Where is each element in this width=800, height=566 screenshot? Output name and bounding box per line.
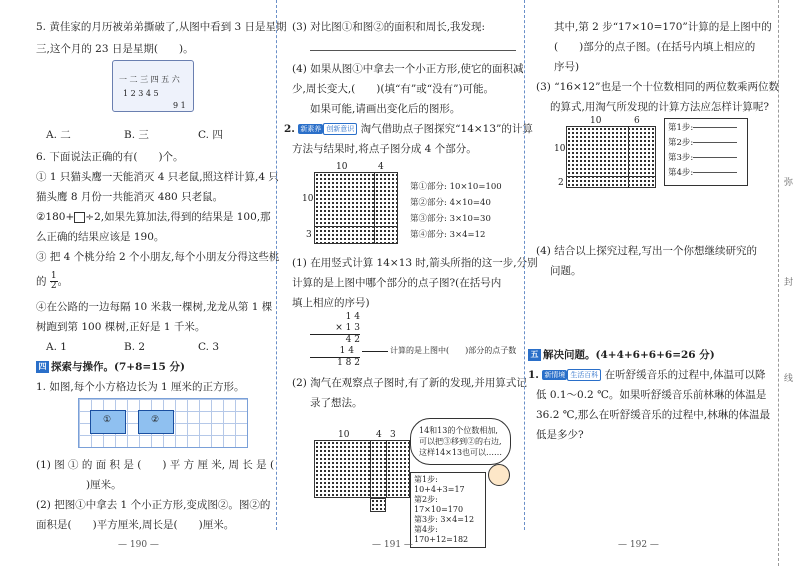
p1-number: 1. [528, 369, 539, 381]
vm-note: 计算的是上图中( )部分的点子数 [390, 346, 517, 355]
section-4-header [36, 360, 185, 374]
q4a: (4) 如果从图①中拿去一个小正方形,使它的面积减 [292, 63, 524, 75]
q3a: (3) “16×12”也是一个十位数相同的两位数乘两位数 [536, 81, 779, 93]
q6-s3a: ③ 把 4 个桃分给 2 个小朋友,每个小朋友分得这些桃 [36, 251, 280, 263]
page-191 [282, 0, 538, 566]
dot-grid-16x12 [566, 126, 656, 188]
grid1-vertical-split [374, 172, 375, 244]
section-4-title: 探索与操作。(7+8=15 分) [51, 361, 185, 373]
q3b: 的算式,用淘气所发现的计算方法应怎样计算呢? [550, 101, 769, 113]
vertical-multiplication [310, 312, 360, 369]
grid3-top-label-10: 10 [590, 116, 602, 126]
tag-new-context: 新情境 [544, 371, 566, 379]
q4b: 少,周长变大,( )(填“有”或“没有”)可能。 [292, 83, 495, 95]
q6-s1b: 猫头鹰 8 月份一共能消灭 480 只老鼠。 [36, 191, 224, 203]
q6-s1a: ① 1 只猫头鹰一天能消灭 4 只老鼠,照这样计算,4 只 [36, 171, 279, 183]
page-192 [528, 0, 779, 566]
q5-option-c: C. 四 [198, 129, 223, 141]
side-mark-3: 线 [784, 374, 794, 384]
vm-line-1: 1 4 [345, 312, 360, 322]
grid3-top-label-6: 6 [634, 116, 640, 126]
q4a: (4) 结合以上探究过程,写出一个你想继续研究的 [536, 245, 758, 257]
grid2-top-label-4: 4 [376, 430, 382, 440]
section-5-title: 解决问题。(4+4+6+6+6=26 分) [543, 349, 715, 361]
grid1-top-label-10: 10 [336, 162, 348, 172]
fraction [50, 272, 58, 291]
vm-line-4: 1 4 [310, 346, 360, 358]
page-number-192: — 192 — [618, 540, 659, 550]
dot-grid-14x13 [314, 172, 398, 244]
steps-fill-box [664, 118, 748, 186]
fill-step-3: 第3步: [668, 151, 744, 166]
s2b: 录了想法。 [310, 397, 363, 409]
shape-2-label: ② [151, 415, 160, 425]
q4b: 问题。 [550, 265, 582, 277]
p1-sub1a: (1) 图 ① 的 面 积 是 ( ) 平 方 厘 米, 周 长 是 ( [36, 459, 275, 471]
section-5-header [528, 348, 715, 362]
q6-s4a: ④在公路的一边每隔 10 米栽一棵树,龙龙从第 1 棵 [36, 301, 273, 313]
vm-line-2: × 1 3 [310, 323, 360, 335]
p1-sub1b: )厘米。 [86, 479, 122, 491]
q6-s2a [36, 210, 271, 224]
q4c: 如果可能,请画出变化后的图形。 [310, 103, 461, 115]
p2-header [284, 122, 533, 136]
calendar-row-dates: 1 2 3 4 5 [123, 89, 159, 98]
p2-line2: 方法与结果时,将点子图分成 4 个部分。 [292, 143, 477, 155]
side-mark-1: 弥 [784, 178, 794, 188]
grid2-split-2 [386, 440, 387, 498]
part-1: 第①部分: 10×10=100 [410, 182, 502, 192]
s2a: (2) 淘气在观察点子图时,有了新的发现,并用算式记 [292, 377, 527, 389]
grid3-left-label-2: 2 [558, 178, 564, 188]
dot-grid-rearranged [314, 440, 410, 498]
grid2-top-label-3: 3 [390, 430, 396, 440]
vm-line-3: 4 2 [345, 335, 360, 345]
q6-option-a: A. 1 [46, 341, 67, 353]
q6-s2a-pre: ②180+ [36, 211, 75, 223]
vm-line-5: 1 8 2 [337, 358, 360, 368]
step-3: 第3步: 3×4=12 [414, 515, 475, 524]
p1-l4: 低是多少? [536, 429, 584, 441]
q6-s2b: 么正确的结果应该是 190。 [36, 231, 165, 243]
q6-line1: 6. 下面说法正确的有( )个。 [36, 151, 184, 163]
p1-sub2a: (2) 把图①中拿去 1 个小正方形,变成图②。图②的 [36, 499, 271, 511]
q6-s4b: 树跑到第 100 棵树,正好是 1 千米。 [36, 321, 206, 333]
grid1-left-label-3: 3 [306, 230, 312, 240]
q5-line1: 5. 黄佳家的月历被弟弟撕破了,从图中看到 3 日是星期 [36, 21, 287, 33]
q6-s3b [36, 272, 68, 291]
page-divider-1 [276, 0, 277, 530]
t2: ( )部分的点子图。(在括号内填上相应的 [554, 41, 756, 53]
s1a: (1) 在用竖式计算 14×13 时,箭头所指的这一步,分别 [292, 257, 538, 269]
t1: 其中,第 2 步“17×10=170”计算的是上图中的 [554, 21, 772, 33]
shape-1 [90, 410, 126, 434]
q5-option-a: A. 二 [46, 129, 71, 141]
fill-step-4-blank[interactable] [693, 172, 737, 173]
thought-bubble [410, 418, 511, 465]
grid3-horizontal-split [566, 176, 656, 177]
q6-s3b-pre: 的 [36, 275, 47, 288]
page-number-191: — 191 — [372, 540, 413, 550]
q3-line: (3) 对比图①和图②的面积和周长,我发现: [292, 21, 486, 33]
tag-innovation: 创新意识 [323, 123, 357, 135]
grid3-left-label-10: 10 [554, 144, 566, 154]
q6-s2a-post: ÷2,如果先算加法,得到的结果是 100,那 [85, 211, 271, 223]
grid1-horizontal-split [314, 226, 398, 227]
q6-s3b-post: 。 [57, 275, 69, 288]
part-2: 第②部分: 4×10=40 [410, 198, 491, 208]
p1-l2: 低 0.1～0.2 ℃。如果听舒缓音乐前林琳的体温是 [536, 389, 767, 401]
q5-option-b: B. 三 [124, 129, 149, 141]
p1-line1: 1. 如图,每个小方格边长为 1 厘米的正方形。 [36, 381, 245, 393]
arrow [362, 351, 388, 352]
fraction-denominator: 2 [50, 281, 57, 291]
tag-life-encyclopedia: 生活百科 [567, 369, 601, 381]
grid3-vertical-split [628, 126, 629, 188]
page-190 [0, 0, 287, 566]
fill-step-4: 第4步: [668, 166, 744, 181]
shape-1-label: ① [103, 415, 112, 425]
tag-new-literacy: 新素养 [300, 125, 322, 133]
fill-step-2-blank[interactable] [693, 142, 737, 143]
step-1: 第1步: 10+4+3=17 [414, 475, 465, 494]
part-4: 第④部分: 3×4=12 [410, 230, 486, 240]
torn-calendar [112, 60, 194, 112]
side-mark-2: 封 [784, 278, 794, 288]
s1b: 计算的是上图中哪个部分的点子图?(在括号内 [292, 277, 502, 289]
grid1-left-label-10: 10 [302, 194, 314, 204]
page-divider-2 [524, 0, 525, 530]
p1-l1: 在听舒缓音乐的过程中,体温可以降 [604, 369, 766, 381]
blank-box [74, 212, 85, 223]
page-number-190: — 190 — [118, 540, 159, 550]
calendar-row-dates-2: 9 1 [173, 101, 186, 110]
p1-l3: 36.2 ℃,那么在听舒缓音乐的过程中,林琳的体温最 [536, 409, 771, 421]
step-2: 第2步: 17×10=170 [414, 495, 464, 514]
steps-box [410, 472, 486, 548]
section-4-icon: 四 [36, 361, 49, 373]
q6-option-b: B. 2 [124, 341, 146, 353]
fill-step-1-blank[interactable] [693, 127, 737, 128]
p2-number: 2. [284, 123, 295, 135]
t3: 序号) [554, 61, 580, 73]
fraction-numerator: 1 [50, 271, 57, 281]
calendar-weekdays: 一 二 三 四 五 六 [119, 75, 180, 84]
p2-line1: 淘气借助点子图探究“14×13”的计算 [360, 123, 533, 135]
section-5-icon: 五 [528, 349, 541, 361]
part-3: 第③部分: 3×10=30 [410, 214, 491, 224]
grid2-top-label-10: 10 [338, 430, 350, 440]
step-4: 第4步: 170+12=182 [414, 525, 469, 544]
p1-sub2b: 面积是( )平方厘米,周长是( )厘米。 [36, 519, 235, 531]
dot-grid-part-3 [370, 498, 386, 512]
grid1-top-label-4: 4 [378, 162, 384, 172]
bubble-line-2: 可以把③移到②的右边, [419, 437, 502, 446]
student-avatar [488, 464, 510, 486]
side-dashed-line [778, 0, 779, 566]
shape-2 [138, 410, 174, 434]
q6-option-c: C. 3 [198, 341, 220, 353]
fill-step-1: 第1步: [668, 121, 744, 136]
grid2-split-1 [370, 440, 371, 498]
fill-step-2: 第2步: [668, 136, 744, 151]
q5-line2: 三,这个月的 23 日是星期( )。 [36, 43, 194, 55]
bubble-line-1: 14和13的个位数相加, [419, 426, 498, 435]
fill-step-3-blank[interactable] [693, 157, 737, 158]
bubble-line-3: 这样14×13也可以…… [419, 448, 503, 457]
p1-header [528, 368, 766, 382]
q3-answer-line [310, 50, 516, 51]
s1c: 填上相应的序号) [292, 297, 370, 309]
